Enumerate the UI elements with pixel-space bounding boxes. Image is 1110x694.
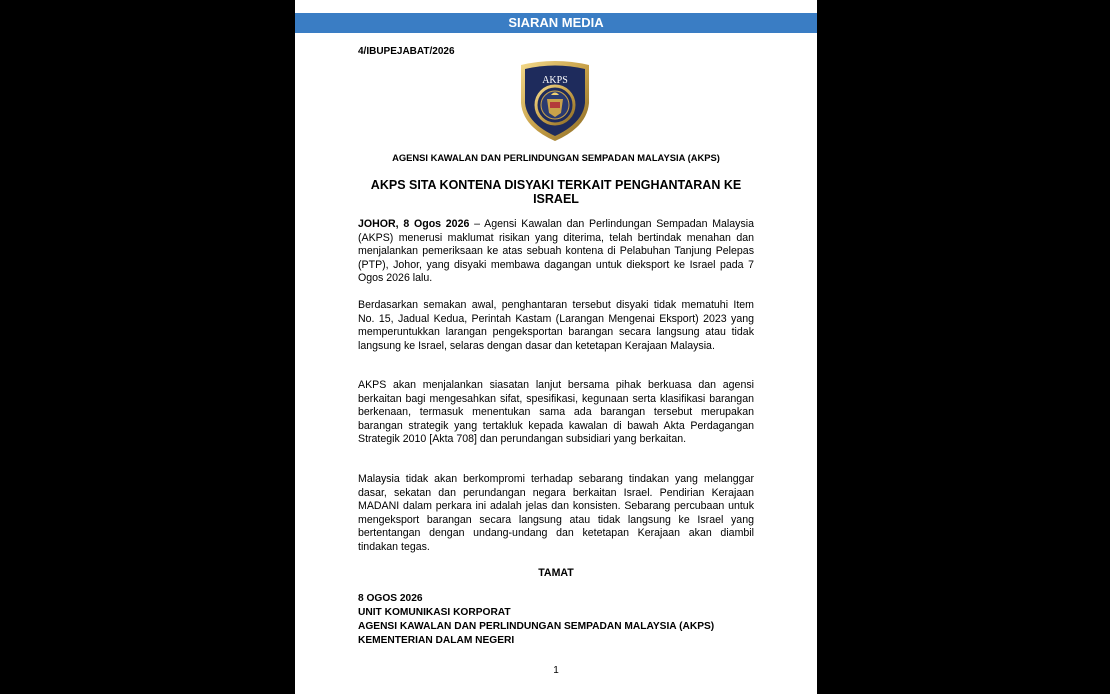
- page-number: 1: [553, 665, 559, 676]
- paragraph-1: [358, 218, 754, 286]
- signature-block: [358, 592, 714, 648]
- paragraph-2: Berdasarkan semakan awal, penghantaran tersebut disyaki tidak mematuhi Item No. 15, Jadual Kedua, Perintah Kastam (Larangan Mengenai Eksport) 2023 yang memperuntukkan larangan pengeksportan barangan secara langsung atau tidak langsung ke Israel, selaras dengan dasar dan ketetapan Kerajaan Malaysia.: [358, 299, 754, 352]
- end-marker: TAMAT: [538, 567, 574, 579]
- agency-full-name: AGENSI KAWALAN DAN PERLINDUNGAN SEMPADAN MALAYSIA (AKPS): [358, 621, 715, 632]
- release-date: 8 OGOS 2026: [358, 593, 423, 604]
- agency-name: AGENSI KAWALAN DAN PERLINDUNGAN SEMPADAN MALAYSIA (AKPS): [392, 152, 720, 163]
- paragraph-4: Malaysia tidak akan berkompromi terhadap sebarang tindakan yang melanggar dasar, sekatan dan perundangan negara berkaitan Israel. Pendirian Kerajaan MADANI dalam perkara ini adalah jelas dan konsisten. Sebarang percubaan untuk mengeksport barangan secara langsung atau tidak langsung ke Israel yang bertentangan dengan undang-undang dan ketetapan Kerajaan akan diambil tindakan tegas.: [358, 473, 754, 553]
- headline: AKPS SITA KONTENA DISYAKI TERKAIT PENGHANTARAN KE ISRAEL: [370, 178, 742, 206]
- paragraph-1-body: – Agensi Kawalan dan Perlindungan Sempadan Malaysia (AKPS) menerusi maklumat risikan yang diterima, telah bertindak menahan dan menjalankan pemeriksaan ke atas sebuah kontena di Pelabuhan Tanjung Pelepas (PTP), Johor, yang disyaki membawa dagangan untuk dieksport ke Israel pada 7 Ogos 2026 lalu.: [358, 218, 754, 285]
- akps-crest-logo-icon: [517, 59, 593, 143]
- logo-text: AKPS: [542, 75, 568, 86]
- unit-name: UNIT KOMUNIKASI KORPORAT: [358, 607, 511, 618]
- dateline: JOHOR, 8 Ogos 2026: [358, 218, 470, 230]
- paragraph-3: AKPS akan menjalankan siasatan lanjut bersama pihak berkuasa dan agensi berkaitan bagi mengesahkan sifat, spesifikasi, kegunaan serta klasifikasi barangan berkenaan, termasuk menentukan sama ada barangan tersebut merupakan barangan strategik yang tertakluk kepada kawalan di bawah Akta Perdagangan Strategik 2010 [Akta 708] dan perundangan subsidiari yang berkaitan.: [358, 379, 754, 446]
- document-page: [295, 0, 817, 694]
- reference-number: 4/IBUPEJABAT/2026: [358, 46, 455, 57]
- ministry-name: KEMENTERIAN DALAM NEGERI: [358, 635, 515, 646]
- media-release-banner: SIARAN MEDIA: [295, 13, 817, 33]
